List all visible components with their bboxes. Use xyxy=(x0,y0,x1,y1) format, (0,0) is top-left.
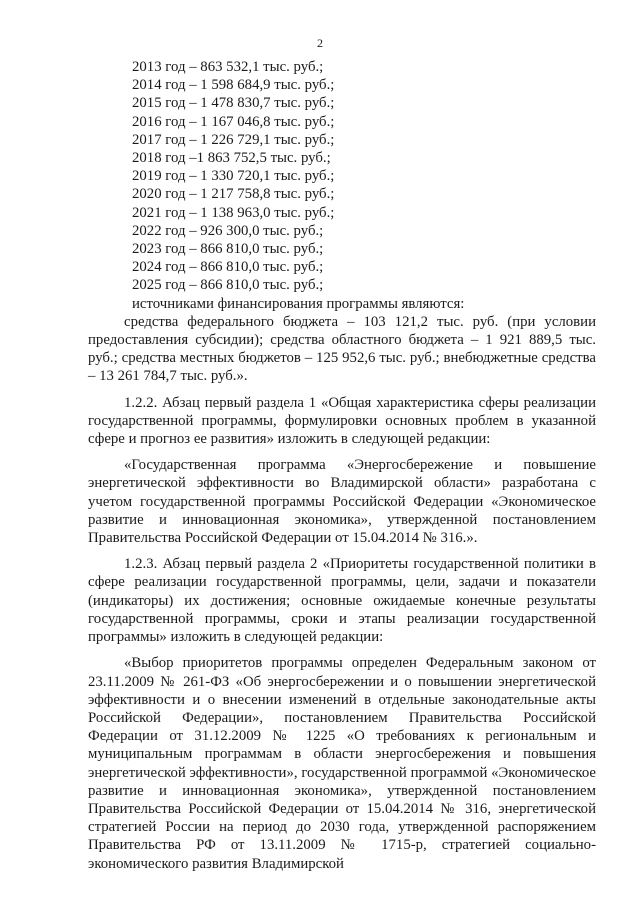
funding-year-line: 2020 год – 1 217 758,8 тыс. руб.; xyxy=(132,186,335,203)
item-1-2-2-paragraph: 1.2.2. Абзац первый раздела 1 «Общая характеристика сферы реализации государственной программы, формулировки основных проблем в указанной сфере и прогноз ее развития» изложить в следующей редакции: xyxy=(88,394,596,448)
funding-year-line: 2018 год –1 863 752,5 тыс. руб.; xyxy=(132,150,331,167)
funding-year-line: 2021 год – 1 138 963,0 тыс. руб.; xyxy=(132,204,335,221)
funding-sources-paragraph: средства федерального бюджета – 103 121,2 тыс. руб. (при условии предоставления субсидии); средства областного бюджета – 1 921 889,5 тыс. руб.; средства местных бюджетов – 125 952,6 тыс. руб.; внебюджетные средства – 13 261 784,7 тыс. руб.». xyxy=(88,313,596,385)
funding-year-line: 2019 год – 1 330 720,1 тыс. руб.; xyxy=(132,168,335,185)
item-1-2-3-paragraph: 1.2.3. Абзац первый раздела 2 «Приоритеты государственной политики в сфере реализации государственной программы, цели, задачи и показатели (индикаторы) их достижения; основные ожидаемые конечные результаты государственной программы, сроки и этапы реализации государственной программы» изложить в следующей редакции: xyxy=(88,556,596,646)
funding-year-line: 2013 год – 863 532,1 тыс. руб.; xyxy=(132,59,324,75)
sources-intro: источниками финансирования программы являются: xyxy=(132,295,465,312)
funding-year-line: 2024 год – 866 810,0 тыс. руб.; xyxy=(132,259,324,276)
document-body xyxy=(88,58,596,873)
item-1-2-2-quote: «Государственная программа «Энергосбережение и повышение энергетической эффективности во Владимирской области» разработана с учетом государственной программы Российской Федерации «Экономическое развитие и инновационная экономика», утвержденной постановлением Правительства Российской Федерации от 15.04.2014 № 316.». xyxy=(88,457,596,547)
funding-year-line: 2014 год – 1 598 684,9 тыс. руб.; xyxy=(132,77,335,94)
funding-year-line: 2022 год – 926 300,0 тыс. руб.; xyxy=(132,222,324,239)
funding-year-line: 2015 год – 1 478 830,7 тыс. руб.; xyxy=(132,95,335,112)
page-number: 2 xyxy=(317,36,323,50)
funding-by-year-list xyxy=(132,58,596,313)
funding-year-line: 2017 год – 1 226 729,1 тыс. руб.; xyxy=(132,131,335,148)
funding-year-line: 2016 год – 1 167 046,8 тыс. руб.; xyxy=(132,113,335,130)
funding-year-line: 2023 год – 866 810,0 тыс. руб.; xyxy=(132,241,324,258)
item-1-2-3-quote: «Выбор приоритетов программы определен Федеральным законом от 23.11.2009 № 261-ФЗ «Об энергосбережении и о повышении энергетической эффективности и о внесении изменений в отдельные законодательные акты Российской Федерации», постановлением Правительства Российской Федерации от 31.12.2009 № 1225 «О требованиях к региональным и муниципальным программам в области энергосбережения и повышения энергетической эффективности», государственной программой «Экономическое развитие и инновационная экономика», утвержденной постановлением Правительства Российской Федерации от 15.04.2014 № 316, энергетической стратегией России на период до 2030 года, утвержденной распоряжением Правительства РФ от 13.11.2009 № 1715-р, стратегией социально-экономического развития Владимирской xyxy=(88,655,596,872)
funding-year-line: 2025 год – 866 810,0 тыс. руб.; xyxy=(132,277,324,294)
